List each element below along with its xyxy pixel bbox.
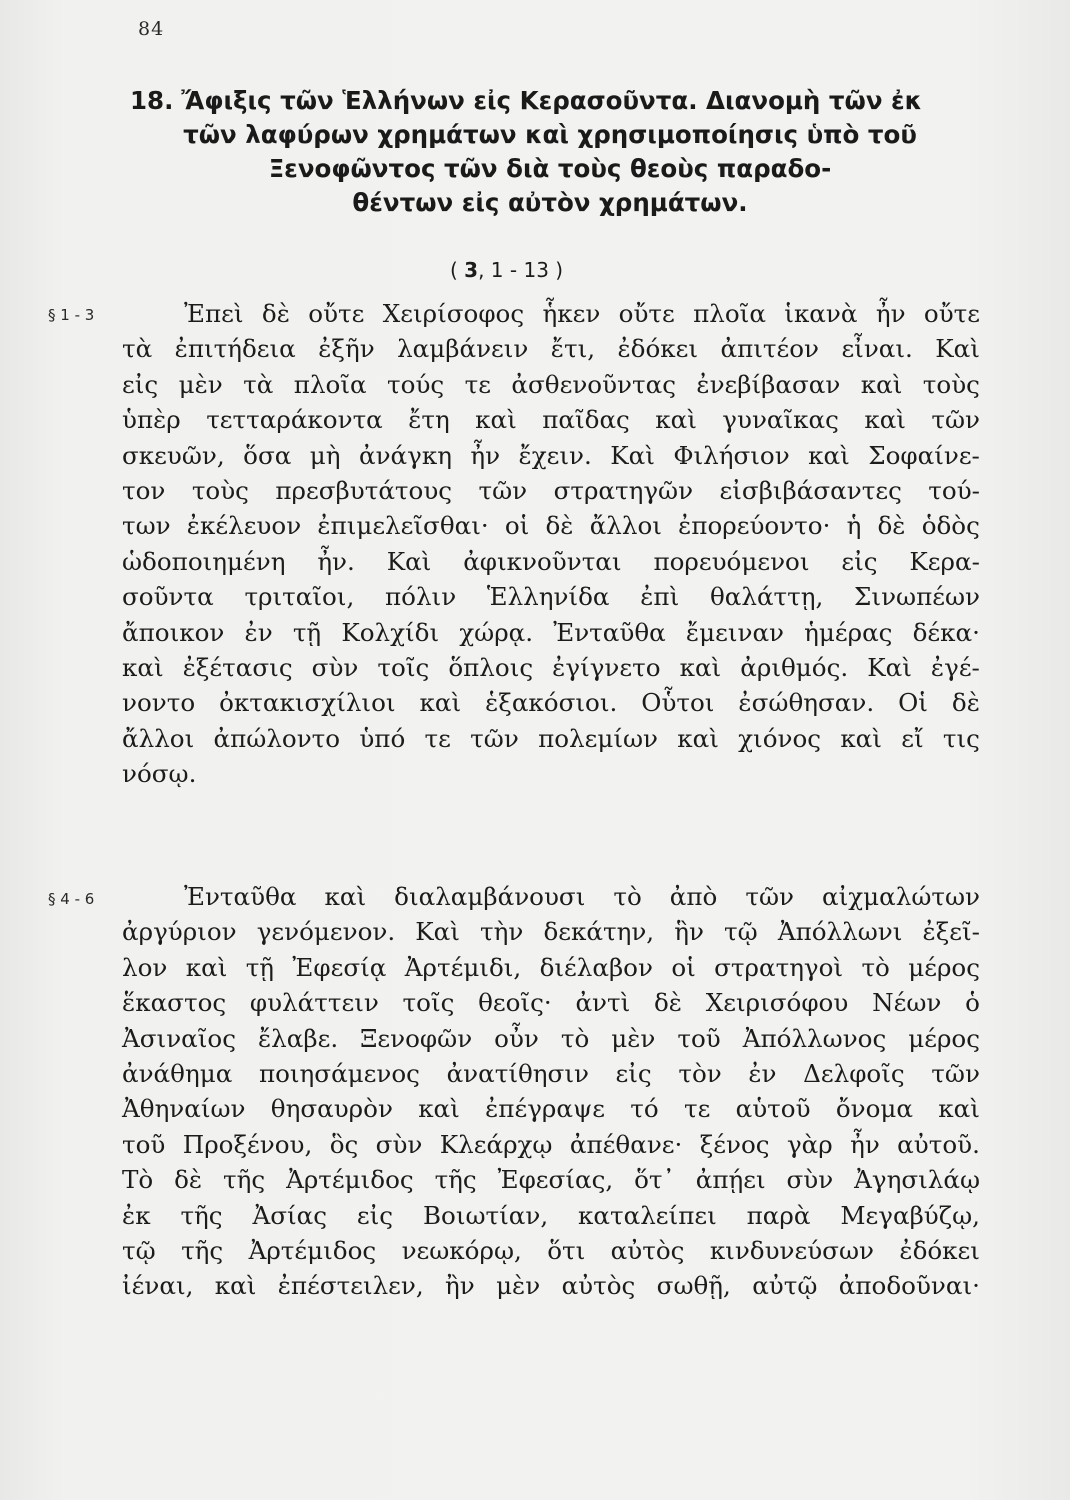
heading-line: 18. Ἄφιξις τῶν Ἑλλήνων εἰς Κερασοῦντα. Διανομὴ τῶν ἐκ: [130, 86, 923, 115]
heading-line: Ξενοφῶντος τῶν διὰ τοὺς θεοὺς παραδο-: [268, 154, 832, 183]
reference-book: 3: [464, 258, 479, 282]
text-line: εἰς μὲν τὰ πλοῖα τούς τε ἀσθενοῦντας ἐνεβίβασαν καὶ τοὺς: [122, 369, 980, 399]
section-text: [122, 296, 980, 792]
heading-line: θέντων εἰς αὐτὸν χρημάτων.: [352, 188, 748, 217]
text-line: καὶ ἐξέτασις σὺν τοῖς ὅπλοις ἐγίγνετο καὶ ἀριθμός. Καὶ ἐγέ-: [122, 653, 980, 683]
text-line: Ἐνταῦθα καὶ διαλαμβάνουσι τὸ ἀπὸ τῶν αἰχμαλώτων: [184, 882, 980, 911]
chapter-number: 18.: [130, 86, 174, 115]
text-line: ἰέναι, καὶ ἐπέστειλεν, ἢν μὲν αὐτὸς σωθῇ, αὐτῷ ἀποδοῦναι·: [122, 1271, 980, 1301]
text-line: νοντο ὀκτακισχίλιοι καὶ ἑξακόσιοι. Οὗτοι ἐσώθησαν. Οἱ δὲ: [122, 688, 980, 718]
text-line: Ἀθηναίων θησαυρὸν καὶ ἐπέγραψε τό τε αὑτοῦ ὄνομα καὶ: [122, 1094, 980, 1124]
text-line: ὑπὲρ τετταράκοντα ἔτη καὶ παῖδας καὶ γυναῖκας καὶ τῶν: [122, 405, 980, 435]
text-line: ἀνάθημα ποιησάμενος ἀνατίθησιν εἰς τὸν ἐν Δελφοῖς τῶν: [122, 1059, 980, 1089]
text-line: τον τοὺς πρεσβυτάτους τῶν στρατηγῶν εἰσβιβάσαντες τού-: [122, 476, 980, 506]
text-line: σοῦντα τριταῖοι, πόλιν Ἑλληνίδα ἐπὶ θαλάττῃ, Σινωπέων: [122, 582, 980, 612]
text-line: τὰ ἐπιτήδεια ἐξῆν λαμβάνειν ἔτι, ἐδόκει ἀπιτέον εἶναι. Καὶ: [122, 334, 980, 364]
text-line: ἀργύριον γενόμενον. Καὶ τὴν δεκάτην, ἣν τῷ Ἀπόλλωνι ἐξεῖ-: [122, 917, 980, 947]
text-line: Ἐπεὶ δὲ οὔτε Χειρίσοφος ἧκεν οὔτε πλοῖα ἱκανὰ ἦν οὔτε: [184, 299, 980, 328]
text-line: νόσῳ.: [122, 759, 197, 789]
text-line: τῷ τῆς Ἀρτέμιδος νεωκόρῳ, ὅτι αὐτὸς κινδυνεύσων ἐδόκει: [122, 1236, 980, 1266]
text-line: ὡδοποιημένη ἦν. Καὶ ἀφικνοῦνται πορευόμενοι εἰς Κερα-: [122, 546, 980, 576]
text-line: Ἀσιναῖος ἔλαβε. Ξενοφῶν οὖν τὸ μὲν τοῦ Ἀπόλλωνος μέρος: [122, 1023, 980, 1053]
text-line: των ἐκέλευον ἐπιμελεῖσθαι· οἱ δὲ ἄλλοι ἐπορεύοντο· ἡ δὲ ὁδὸς: [122, 511, 980, 541]
text-line: ἄλλοι ἀπώλοντο ὑπό τε τῶν πολεμίων καὶ χιόνος καὶ εἴ τις: [122, 723, 980, 753]
page-number: 84: [138, 18, 165, 40]
section-marker: § 4 - 6: [48, 890, 95, 908]
text-line: ἐκ τῆς Ἀσίας εἰς Βοιωτίαν, καταλείπει παρὰ Μεγαβύζῳ,: [122, 1200, 980, 1230]
text-line: ἄποικον ἐν τῇ Κολχίδι χώρᾳ. Ἐνταῦθα ἔμειναν ἡμέρας δέκα·: [122, 617, 980, 647]
text-line: ἕκαστος φυλάττειν τοῖς θεοῖς· ἀντὶ δὲ Χειρισόφου Νέων ὁ: [122, 988, 980, 1018]
text-line: τοῦ Προξένου, ὃς σὺν Κλεάρχῳ ἀπέθανε· ξένος γὰρ ἦν αὐτοῦ.: [122, 1129, 980, 1159]
source-reference: ( 3, 1 - 13 ): [450, 258, 564, 282]
text-line: λον καὶ τῇ Ἐφεσίᾳ Ἀρτέμιδι, διέλαβον οἱ στρατηγοὶ τὸ μέρος: [122, 952, 980, 982]
text-line: σκευῶν, ὅσα μὴ ἀνάγκη ἦν ἔχειν. Καὶ Φιλήσιον καὶ Σοφαίνε-: [122, 440, 980, 470]
heading-line: τῶν λαφύρων χρημάτων καὶ χρησιμοποίησις ὑπὸ τοῦ: [183, 120, 917, 149]
text-line: Τὸ δὲ τῆς Ἀρτέμιδος τῆς Ἐφεσίας, ὅτ᾽ ἀπῄει σὺν Ἀγησιλάῳ: [122, 1165, 980, 1195]
section-text: [122, 879, 980, 1304]
chapter-heading: [130, 84, 970, 220]
section-marker: § 1 - 3: [48, 306, 95, 324]
